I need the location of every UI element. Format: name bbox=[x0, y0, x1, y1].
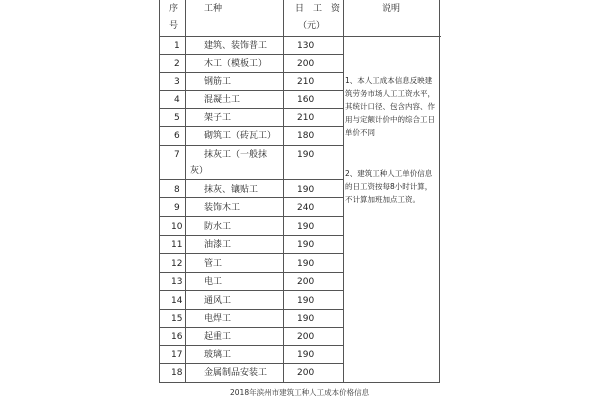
row-no: 6 bbox=[174, 131, 180, 141]
row-type: 抹灰、镶贴工 bbox=[204, 185, 259, 195]
row-wage: 200 bbox=[297, 332, 315, 342]
row-type: 电焊工 bbox=[204, 314, 232, 324]
row-type: 建筑、装饰普工 bbox=[204, 41, 268, 51]
row-type: 玻璃工 bbox=[204, 350, 232, 360]
row-divider bbox=[160, 345, 343, 346]
row-no: 15 bbox=[171, 314, 183, 324]
row-divider bbox=[160, 72, 343, 73]
col-divider bbox=[185, 0, 186, 382]
row-type: 防水工 bbox=[204, 222, 232, 232]
row-wage: 190 bbox=[297, 222, 315, 232]
header-divider bbox=[160, 36, 441, 37]
table-caption: 2018年滨州市建筑工种人工成本价格信息 bbox=[230, 388, 370, 397]
row-wage: 200 bbox=[297, 277, 315, 287]
row-type: 架子工 bbox=[204, 113, 232, 123]
note-1: 1、本人工成本信息反映建筑劳务市场人工工资水平，其统计口径、包含内容、作用与定额计价中的综合工日单价不同 bbox=[345, 76, 435, 137]
row-divider bbox=[160, 272, 343, 273]
row-no: 13 bbox=[171, 277, 183, 287]
row-wage: 190 bbox=[297, 150, 315, 160]
col-divider bbox=[283, 0, 284, 382]
row-divider bbox=[160, 327, 343, 328]
row-wage: 240 bbox=[297, 203, 315, 213]
row-type: 混凝土工 bbox=[204, 95, 241, 105]
row-no: 7 bbox=[174, 150, 180, 160]
row-no: 17 bbox=[171, 350, 183, 360]
row-wage: 180 bbox=[297, 131, 315, 141]
row-type: 电工 bbox=[204, 277, 223, 287]
col-divider bbox=[343, 0, 344, 382]
row-divider bbox=[160, 290, 343, 291]
row-wage: 200 bbox=[297, 368, 315, 378]
row-wage: 190 bbox=[297, 240, 315, 250]
row-no: 18 bbox=[171, 368, 183, 378]
row-no: 5 bbox=[174, 113, 180, 123]
row-divider bbox=[160, 108, 343, 109]
row-no: 1 bbox=[174, 41, 180, 51]
row-no: 12 bbox=[171, 259, 183, 269]
row-no: 2 bbox=[174, 59, 180, 69]
row-wage: 210 bbox=[297, 77, 315, 87]
row-divider bbox=[160, 216, 343, 217]
row-type: 抹灰工（一般抹 bbox=[204, 150, 268, 160]
row-type: 钢筋工 bbox=[204, 77, 232, 87]
row-no: 4 bbox=[174, 95, 180, 105]
row-no: 10 bbox=[171, 222, 183, 232]
row-no: 8 bbox=[174, 185, 180, 195]
row-type: 装饰木工 bbox=[204, 203, 241, 213]
row-type: 管工 bbox=[204, 259, 223, 269]
header-wage-line2: （元） bbox=[298, 21, 326, 31]
row-divider bbox=[160, 253, 343, 254]
row-wage: 190 bbox=[297, 314, 315, 324]
header-note: 说明 bbox=[382, 4, 401, 14]
row-wage: 200 bbox=[297, 59, 315, 69]
row-type: 金属制品安装工 bbox=[204, 368, 268, 378]
row-divider bbox=[160, 309, 343, 310]
row-type: 砌筑工（砖瓦工） bbox=[204, 131, 277, 141]
row-divider bbox=[160, 126, 343, 127]
row-divider bbox=[160, 197, 343, 198]
header-no-line1: 序 bbox=[169, 4, 179, 14]
row-wage: 190 bbox=[297, 185, 315, 195]
row-divider bbox=[160, 54, 343, 55]
row-wage: 190 bbox=[297, 259, 315, 269]
row-no: 14 bbox=[171, 296, 183, 306]
row-type: 木工（模板工） bbox=[204, 59, 268, 69]
row-wage: 190 bbox=[297, 296, 315, 306]
row-divider bbox=[160, 90, 343, 91]
row-no: 3 bbox=[174, 77, 180, 87]
row-divider bbox=[160, 235, 343, 236]
row-type: 油漆工 bbox=[204, 240, 232, 250]
row-no: 9 bbox=[174, 203, 180, 213]
header-wage-line1: 日 工 资 bbox=[295, 4, 341, 14]
row-type-cont: 灰） bbox=[190, 166, 209, 176]
row-wage: 210 bbox=[297, 113, 315, 123]
row-wage: 130 bbox=[297, 41, 315, 51]
header-no-line2: 号 bbox=[169, 21, 179, 31]
header-type: 工种 bbox=[204, 4, 223, 14]
labor-cost-table bbox=[159, 0, 440, 383]
row-type: 起重工 bbox=[204, 332, 232, 342]
row-divider bbox=[160, 363, 343, 364]
row-divider bbox=[160, 179, 343, 180]
row-no: 16 bbox=[171, 332, 183, 342]
note-2: 2、建筑工种人工单价信息的日工资按每8小时计算，不计算加班加点工资。 bbox=[345, 169, 433, 204]
row-type: 通风工 bbox=[204, 296, 232, 306]
row-no: 11 bbox=[171, 240, 183, 250]
row-wage: 160 bbox=[297, 95, 315, 105]
row-wage: 190 bbox=[297, 350, 315, 360]
row-divider bbox=[160, 145, 343, 146]
